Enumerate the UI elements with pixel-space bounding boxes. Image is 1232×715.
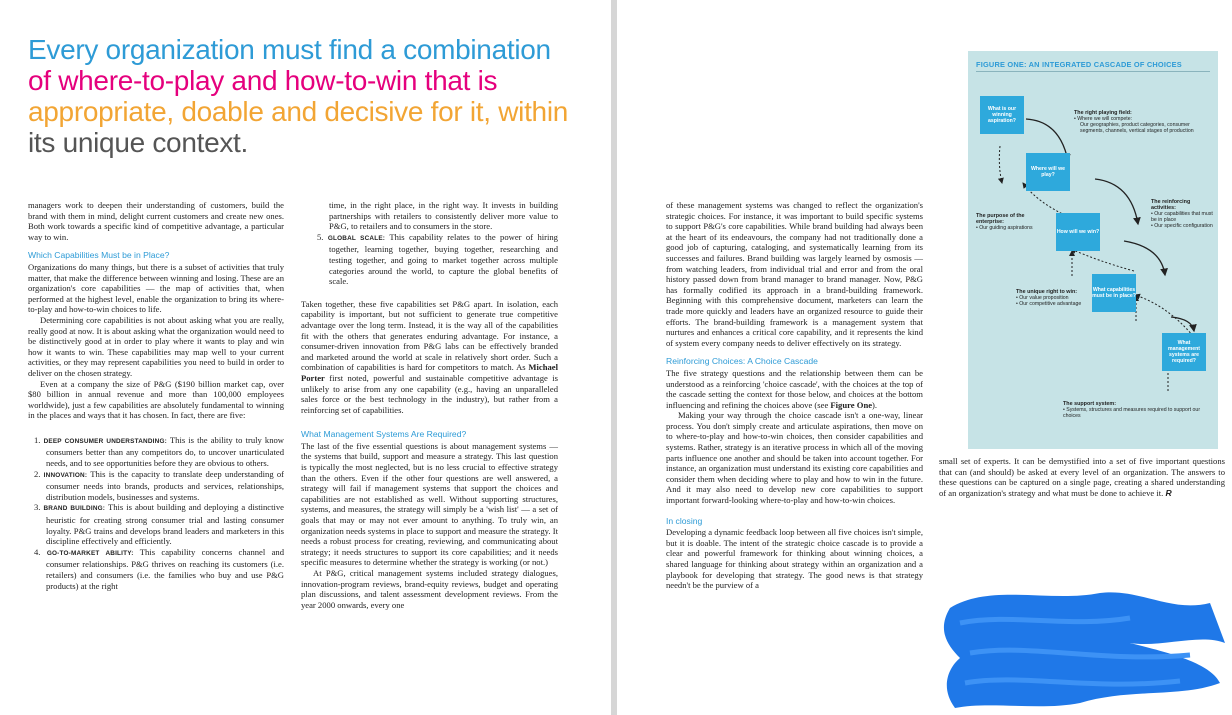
text-run: ). — [872, 399, 878, 410]
list-label: INNOVATION: — [43, 471, 88, 479]
paragraph: managers work to deepen their understanding of customers, build the brand with them in mind, delight current customers and create new ones. Both work towards a specific kind of competitive advantage, a particular way to win. — [28, 200, 284, 242]
list-label: DEEP CONSUMER UNDERSTANDING: — [43, 437, 167, 445]
figure-reference: Figure One — [830, 399, 873, 410]
label-title: The reinforcing activities: — [1151, 199, 1191, 212]
text-run: The five strategy questions and the relationship between them can be understood as a reinforcing 'choice cascade', with the choices at the top of the cascade setting the context for those below, and choices at the bottom influencing and refining the choices above (see — [666, 367, 923, 410]
label-unique-right — [1016, 289, 1082, 307]
right-page — [617, 0, 1232, 715]
text-run: first noted, powerful and sustainable competitive advantage is unlikely to arise from any one capability (e.g., having an unparalleled sales force or the best technology in the industry), but rather from a reinforcing set of capabilities. — [301, 372, 558, 415]
text-run: small set of experts. It can be demystified into a set of five important questions that can (and should) be asked at every level of an organization. The answers to these questions can be captured on a single page, creating a shared understanding of an organization's strategy and what must be done to achieve it. — [939, 456, 1225, 498]
label-item: Our geographies, product categories, consumer segments, channels, vertical stages of production — [1080, 122, 1194, 135]
list-item — [34, 434, 285, 469]
list-item — [301, 232, 558, 287]
list-item — [34, 502, 284, 547]
arrow-down-4 — [1171, 317, 1194, 331]
paragraph: The last of the five essential questions is about management systems — the systems that build, support and measure a strategy. This last question is typically the most neglected, but is no less crucial to effective strategy than the others. Even if the other four questions are well answered, a strategy will fail if management systems that support the choices and capabilities are not established as well. Without supporting structures, systems, and measures, the strategy will simply be a 'wish list' — a set of goals that may or may not ever amount to anything. To truly win, an organization needs systems in place to support and measure the strategy. It needs a robust process for creating, reviewing, and communicating about strategy; it needs structures to support its core capabilities; and it needs specific measures to determine whether the strategy is working (or not.) — [301, 440, 558, 568]
left-page — [0, 0, 611, 715]
right-column-2 — [939, 456, 1225, 498]
paragraph — [301, 299, 558, 416]
pull-quote-line-1: Every organization must find a combination — [28, 34, 551, 65]
paragraph: At P&G, critical management systems included strategy dialogues, innovation-program reviews, brand-equity reviews, budget and operating plan discussions, and talent assessment development reviews. From the year 2000 onwards, every one — [301, 568, 558, 610]
list-item — [34, 546, 284, 591]
pull-quote-line-2: of where-to-play and how-to-win that is — [28, 65, 498, 96]
label-title: The right playing field: — [1074, 110, 1132, 116]
paragraph: time, in the right place, in the right way. It invests in building partnerships with retailers to consistently deliver more value to P&G, to retailers and to consumers in the store. — [329, 200, 558, 232]
section-heading-closing: In closing — [666, 515, 703, 526]
paragraph: Developing a dynamic feedback loop between all five choices isn't simple, but it is doable. The intent of the strategic choice cascade is to provide a clear and powerful framework for thinking about winning choices, a shared language for thinking about strategy within an organization and a playbook for developing that strategy. The good news is that strategy needn't be the purview of a — [666, 527, 923, 591]
label-item: • Our competitive advantage — [1016, 301, 1082, 308]
paragraph: of these management systems was changed to reflect the organization's strategic choices. For instance, it was important to build specific systems to support P&G's core capabilities. While brand building had always been at the heart of its endeavours, the company had not traditionally done a good job of capturing, cataloging, and systematically learning from its successes and failures. Brand building was largely learned by osmosis — from watching leaders, from individual trial and error and from the oral history passed down from brand manager to brand manager. Now, P&G has formally codified its approach in a brand-building framework. Beginning with this comprehensive document, marketers can learn the trade more quickly and leaders have an organized resource to guide their efforts. The brand-building framework is a management system that nurtures and enhances a critical core capability, and it represents the kind of system every company needs to deliver effectively on its strategy. — [666, 200, 923, 348]
list-text: This is the capacity to translate deep understanding of consumer needs into brands, products and services, relationships, distribution models, businesses and systems. — [46, 468, 284, 502]
pull-quote-line-4: its unique context. — [28, 127, 248, 158]
arrow-up-1 — [1135, 295, 1193, 336]
box-how-to-win: How will we win? — [1056, 213, 1100, 251]
list-number: 2. — [34, 468, 41, 479]
label-item: • Our value proposition — [1016, 295, 1069, 302]
label-support-system — [1063, 401, 1211, 419]
arrow-down-2 — [1095, 179, 1138, 224]
paragraph: Even at a company the size of P&G ($190 billion market cap, over $80 billion in annual revenue and more than 100,000 employees worldwide), just a few capabilities are absolutely fundamental to winning in the places and ways that it has chosen. In fact, there are five: — [28, 378, 284, 421]
label-playing-field — [1074, 110, 1204, 134]
label-purpose — [976, 213, 1038, 231]
label-item: • Our capabilities that must be in place — [1151, 211, 1213, 224]
right-column-1 — [666, 200, 923, 591]
label-title: The support system: — [1063, 401, 1117, 407]
pull-quote — [28, 34, 598, 158]
arrow-up-4 — [999, 146, 1002, 183]
paragraph: Making your way through the choice cascade isn't a one-way, linear process. You don't simply create and articulate aspirations, then move on to where-to-play and how-to-win choices, then consider capabilities and systems. Rather, strategy is an iterative process in which all of the moving parts influence one another and should be taken into account together. For instance, an organization must understand its existing core capabilities and consider them when deciding where to play and how to win in the future. And it may also need to develop new core capabilities to support important forward-looking where-to-play and how-to-win choices. — [666, 410, 923, 506]
list-number: 1. — [34, 434, 41, 445]
label-title: The purpose of the enterprise: — [976, 213, 1025, 226]
box-where-to-play: Where will we play? — [1026, 153, 1070, 191]
arrow-up-2 — [1071, 249, 1134, 271]
paragraph — [666, 368, 923, 410]
list-text: This is the ability to truly know consumers better than any competitors do, to uncover unarticulated needs, and to see opportunities before they are obvious to others. — [46, 434, 285, 469]
label-title: The unique right to win: — [1016, 289, 1078, 295]
box-management-systems: What management systems are required? — [1162, 333, 1206, 371]
paragraph: Determining core capabilities is not about asking what you are really, really good at now. It is about asking what the organization would need to be distinctively good at in order to play where it wants to play and win how it wants to win. These capabilities may map well to your current activities, or they may represent capabilities you need to build in order to deliver on the chosen strategy. — [28, 314, 284, 378]
label-reinforcing — [1151, 199, 1215, 229]
paragraph — [939, 456, 1225, 498]
redaction-scribble — [930, 573, 1232, 715]
list-number: 3. — [34, 502, 41, 513]
section-heading-cascade: Reinforcing Choices: A Choice Cascade — [666, 356, 818, 367]
left-column-1 — [28, 200, 284, 591]
list-text: This capability relates to the power of hiring together, learning together, buying together, researching and testing together, and going to market together across multiple categories around the world, to capture the global benefits of scale. — [329, 231, 558, 287]
label-item: • Systems, structures and measures required to support our choices — [1063, 407, 1201, 420]
figure-title: FIGURE ONE: AN INTEGRATED CASCADE OF CHOICES — [976, 60, 1182, 69]
list-number: 4. — [34, 546, 41, 557]
paragraph: Organizations do many things, but there is a subset of activities that truly matter, that make the difference between winning and losing. These are an organization's core capabilities — the map of activities that, when performed at the highest level, enable the organization to bring its where-to-play and how-to-win choices to life. — [28, 261, 284, 315]
section-heading-capabilities: Which Capabilities Must be in Place? — [28, 250, 170, 261]
list-item — [34, 468, 284, 503]
box-winning-aspiration: What is our winning aspiration? — [980, 96, 1024, 134]
list-text: This is about building and deploying a distinctive heuristic for creating strong consumer trial and lasting consumer loyalty. P&G trains and develops brand leaders and marketers in this discipline effectively and efficiently. — [46, 502, 284, 547]
label-item: • Where we will compete: — [1074, 116, 1133, 123]
label-item: • Our specific configuration — [1151, 223, 1213, 230]
author-name: Michael Porter — [301, 362, 558, 383]
section-heading-management: What Management Systems Are Required? — [301, 429, 467, 440]
pull-quote-line-3: appropriate, doable and decisive for it, within — [28, 96, 569, 127]
list-label: BRAND BUILDING: — [43, 505, 106, 513]
label-item: • Our guiding aspirations — [976, 225, 1033, 232]
text-run: Taken together, these five capabilities set P&G apart. In isolation, each capability is important, but not sufficient to generate true competitive advantage over the long term. Instead, it is the way all of the capabilities fit with the others that generates enduring advantage. For instance, a consumer-driven innovation from P&G labs can be effectively branded and marketed around the world at scale in relatively short order. Such a combination of capabilities is hard for competitors to match. As — [301, 298, 558, 373]
box-capabilities: What capabilities must be in place? — [1092, 274, 1136, 312]
left-column-2 — [301, 200, 558, 610]
list-number: 5. — [317, 231, 324, 242]
arrow-down-3 — [1124, 241, 1165, 275]
figure-one — [968, 51, 1218, 449]
list-text: This capability concerns channel and consumer relationships. P&G thrives on reaching its customers (i.e. retailers) and consumers (i.e. the families who buy and use P&G products) at the right — [46, 546, 284, 591]
capability-list — [28, 435, 284, 591]
list-label: GO-TO-MARKET ABILITY: — [46, 549, 134, 557]
end-mark: R — [1165, 487, 1172, 498]
list-label: GLOBAL SCALE: — [327, 234, 386, 242]
